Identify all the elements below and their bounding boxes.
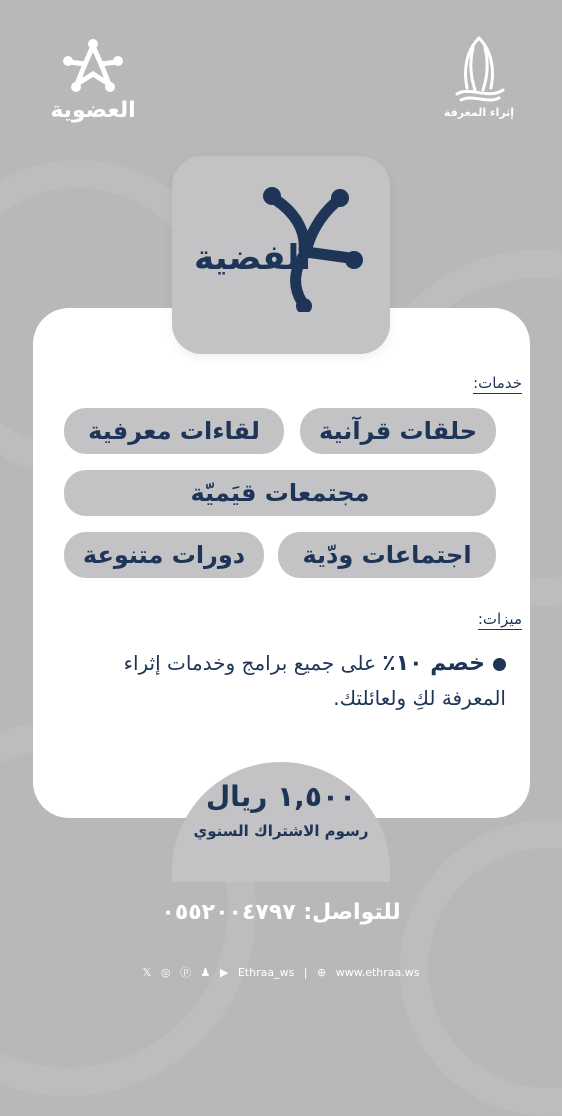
footer-social: [0, 964, 562, 980]
youtube-icon: ▶: [219, 966, 229, 979]
ethraa-logo: [434, 34, 524, 119]
features-label: ميزات:: [477, 610, 522, 628]
instagram-icon: ◎: [160, 966, 171, 979]
bullet-icon: [493, 658, 506, 671]
feature-discount: [66, 646, 506, 715]
globe-icon: ⊕: [317, 966, 327, 979]
snapchat-icon: ♟: [200, 966, 211, 979]
price-label: رسوم الاشتراك السنوي: [193, 822, 369, 840]
divider: |: [303, 966, 308, 979]
membership-logo: [38, 38, 148, 123]
x-icon: 𝕏: [142, 966, 152, 979]
services-label: خدمات:: [473, 374, 522, 392]
price-amount: ١,٥٠٠ ريال: [205, 780, 357, 813]
service-friendly-gatherings: اجتماعات ودّية: [278, 532, 496, 578]
service-various-courses: دورات متنوعة: [64, 532, 264, 578]
website-link[interactable]: www.ethraa.ws: [335, 966, 420, 979]
pricing-dome: [172, 762, 390, 882]
discount-highlight: خصم ١٠٪: [382, 651, 485, 676]
pinterest-icon: ⓟ: [179, 966, 191, 979]
silver-tier-badge: [172, 156, 390, 354]
service-knowledge-meetings: لقاءات معرفية: [64, 408, 284, 454]
social-handle: Ethraa_ws: [237, 966, 295, 979]
contact-phone: للتواصل: ٠٥٥٢٠٠٤٧٩٧: [161, 900, 401, 925]
service-quran-circles: حلقات قرآنية: [300, 408, 496, 454]
badge-title: الفضية: [194, 238, 311, 278]
ethraa-logo-text: إثراء المعرفة: [443, 106, 515, 119]
service-value-communities: مجتمعات قيَميّة: [64, 470, 496, 516]
star-people-icon: [63, 38, 123, 96]
calligraphy-emblem-icon: [449, 34, 509, 106]
membership-logo-text: العضوية: [50, 98, 136, 123]
discount-text: على جميع برامج وخدمات إثراء المعرفة لكِ ولعائلتك.: [123, 651, 506, 710]
